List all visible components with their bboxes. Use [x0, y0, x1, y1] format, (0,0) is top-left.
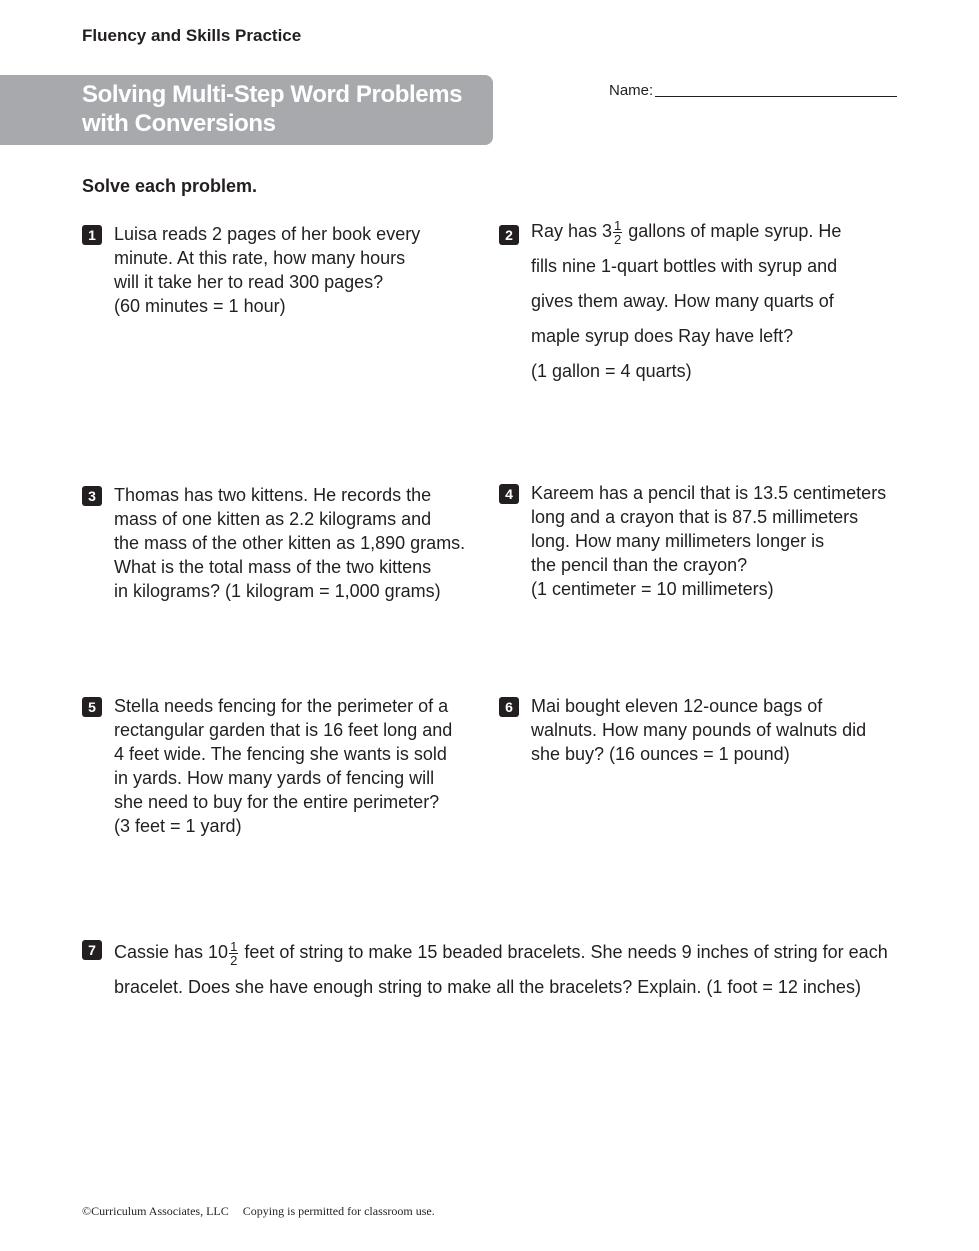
- footer: [82, 1204, 435, 1219]
- problem-number-badge: 6: [499, 697, 519, 717]
- problem-line: [531, 214, 841, 249]
- title-line-1: Solving Multi-Step Word Problems: [82, 81, 463, 108]
- section-label: Fluency and Skills Practice: [82, 26, 302, 45]
- mixed-number-fraction: [613, 219, 622, 246]
- problem-line: Stella needs fencing for the perimeter of a: [114, 696, 449, 716]
- problem-line: [114, 935, 888, 970]
- fraction-denominator: 2: [614, 231, 622, 247]
- problem-number-badge: 1: [82, 225, 102, 245]
- problem-line: Kareem has a pencil that is 13.5 centimeters: [531, 483, 887, 503]
- problem-line: gives them away. How many quarts of: [531, 291, 834, 311]
- problem-line-start: Cassie has 10: [114, 942, 229, 962]
- worksheet-title: [82, 80, 492, 138]
- problem-line: Luisa reads 2 pages of her book every: [114, 224, 421, 244]
- problem-line: Thomas has two kittens. He records the: [114, 485, 432, 505]
- instructions: Solve each problem.: [82, 176, 258, 196]
- problem-line-end: gallons of maple syrup. He: [623, 221, 842, 241]
- problem-text: [531, 214, 841, 389]
- problem-line: in kilograms? (1 kilogram = 1,000 grams): [114, 581, 441, 601]
- fraction-numerator: 1: [230, 938, 238, 954]
- problem-line: the mass of the other kitten as 1,890 grams.: [114, 533, 466, 553]
- problem-line: minute. At this rate, how many hours: [114, 248, 406, 268]
- problem-line-end: feet of string to make 15 beaded bracelets. She needs 9 inches of string for each: [239, 942, 888, 962]
- problem-line: she buy? (16 ounces = 1 pound): [531, 744, 790, 764]
- problem-line: Mai bought eleven 12-ounce bags of: [531, 696, 823, 716]
- problem-line: (1 gallon = 4 quarts): [531, 361, 692, 381]
- problem-text: [114, 222, 420, 318]
- problem-line: (60 minutes = 1 hour): [114, 296, 286, 316]
- problem-line: maple syrup does Ray have left?: [531, 326, 794, 346]
- problem-line: rectangular garden that is 16 feet long and: [114, 720, 453, 740]
- problem-line: will it take her to read 300 pages?: [114, 272, 384, 292]
- fraction-numerator: 1: [614, 217, 622, 233]
- problem-line: (1 centimeter = 10 millimeters): [531, 579, 774, 599]
- problem-line: walnuts. How many pounds of walnuts did: [531, 720, 867, 740]
- copyright-text: ©Curriculum Associates, LLC: [82, 1204, 229, 1218]
- problem-number-badge: 7: [82, 940, 102, 960]
- problem-line: fills nine 1-quart bottles with syrup and: [531, 256, 838, 276]
- problem-number-badge: 3: [82, 486, 102, 506]
- fraction-denominator: 2: [230, 952, 238, 968]
- problem-line: mass of one kitten as 2.2 kilograms and: [114, 509, 432, 529]
- problem-line: she need to buy for the entire perimeter?: [114, 792, 440, 812]
- problem-text: [531, 694, 866, 766]
- problem-text: [114, 935, 888, 1005]
- name-label: Name:: [609, 82, 654, 99]
- mixed-number-fraction: [229, 940, 238, 967]
- problem-line: (3 feet = 1 yard): [114, 816, 242, 836]
- problem-text: [531, 481, 886, 601]
- problem-line: the pencil than the crayon?: [531, 555, 748, 575]
- problem-line: long. How many millimeters longer is: [531, 531, 825, 551]
- problem-line: long and a crayon that is 87.5 millimeters: [531, 507, 859, 527]
- problem-number-badge: 5: [82, 697, 102, 717]
- permission-text: Copying is permitted for classroom use.: [242, 1204, 435, 1218]
- title-line-2: with Conversions: [82, 110, 276, 137]
- problem-line: in yards. How many yards of fencing will: [114, 768, 435, 788]
- problem-text: [114, 483, 465, 603]
- name-field[interactable]: [655, 96, 897, 97]
- problem-line: bracelet. Does she have enough string to make all the bracelets? Explain. (1 foot = 12 inches): [114, 977, 861, 997]
- problem-line: 4 feet wide. The fencing she wants is sold: [114, 744, 447, 764]
- problem-line: What is the total mass of the two kittens: [114, 557, 432, 577]
- problem-text: [114, 694, 452, 838]
- problem-number-badge: 2: [499, 225, 519, 245]
- problem-line-start: Ray has 3: [531, 221, 613, 241]
- problem-number-badge: 4: [499, 484, 519, 504]
